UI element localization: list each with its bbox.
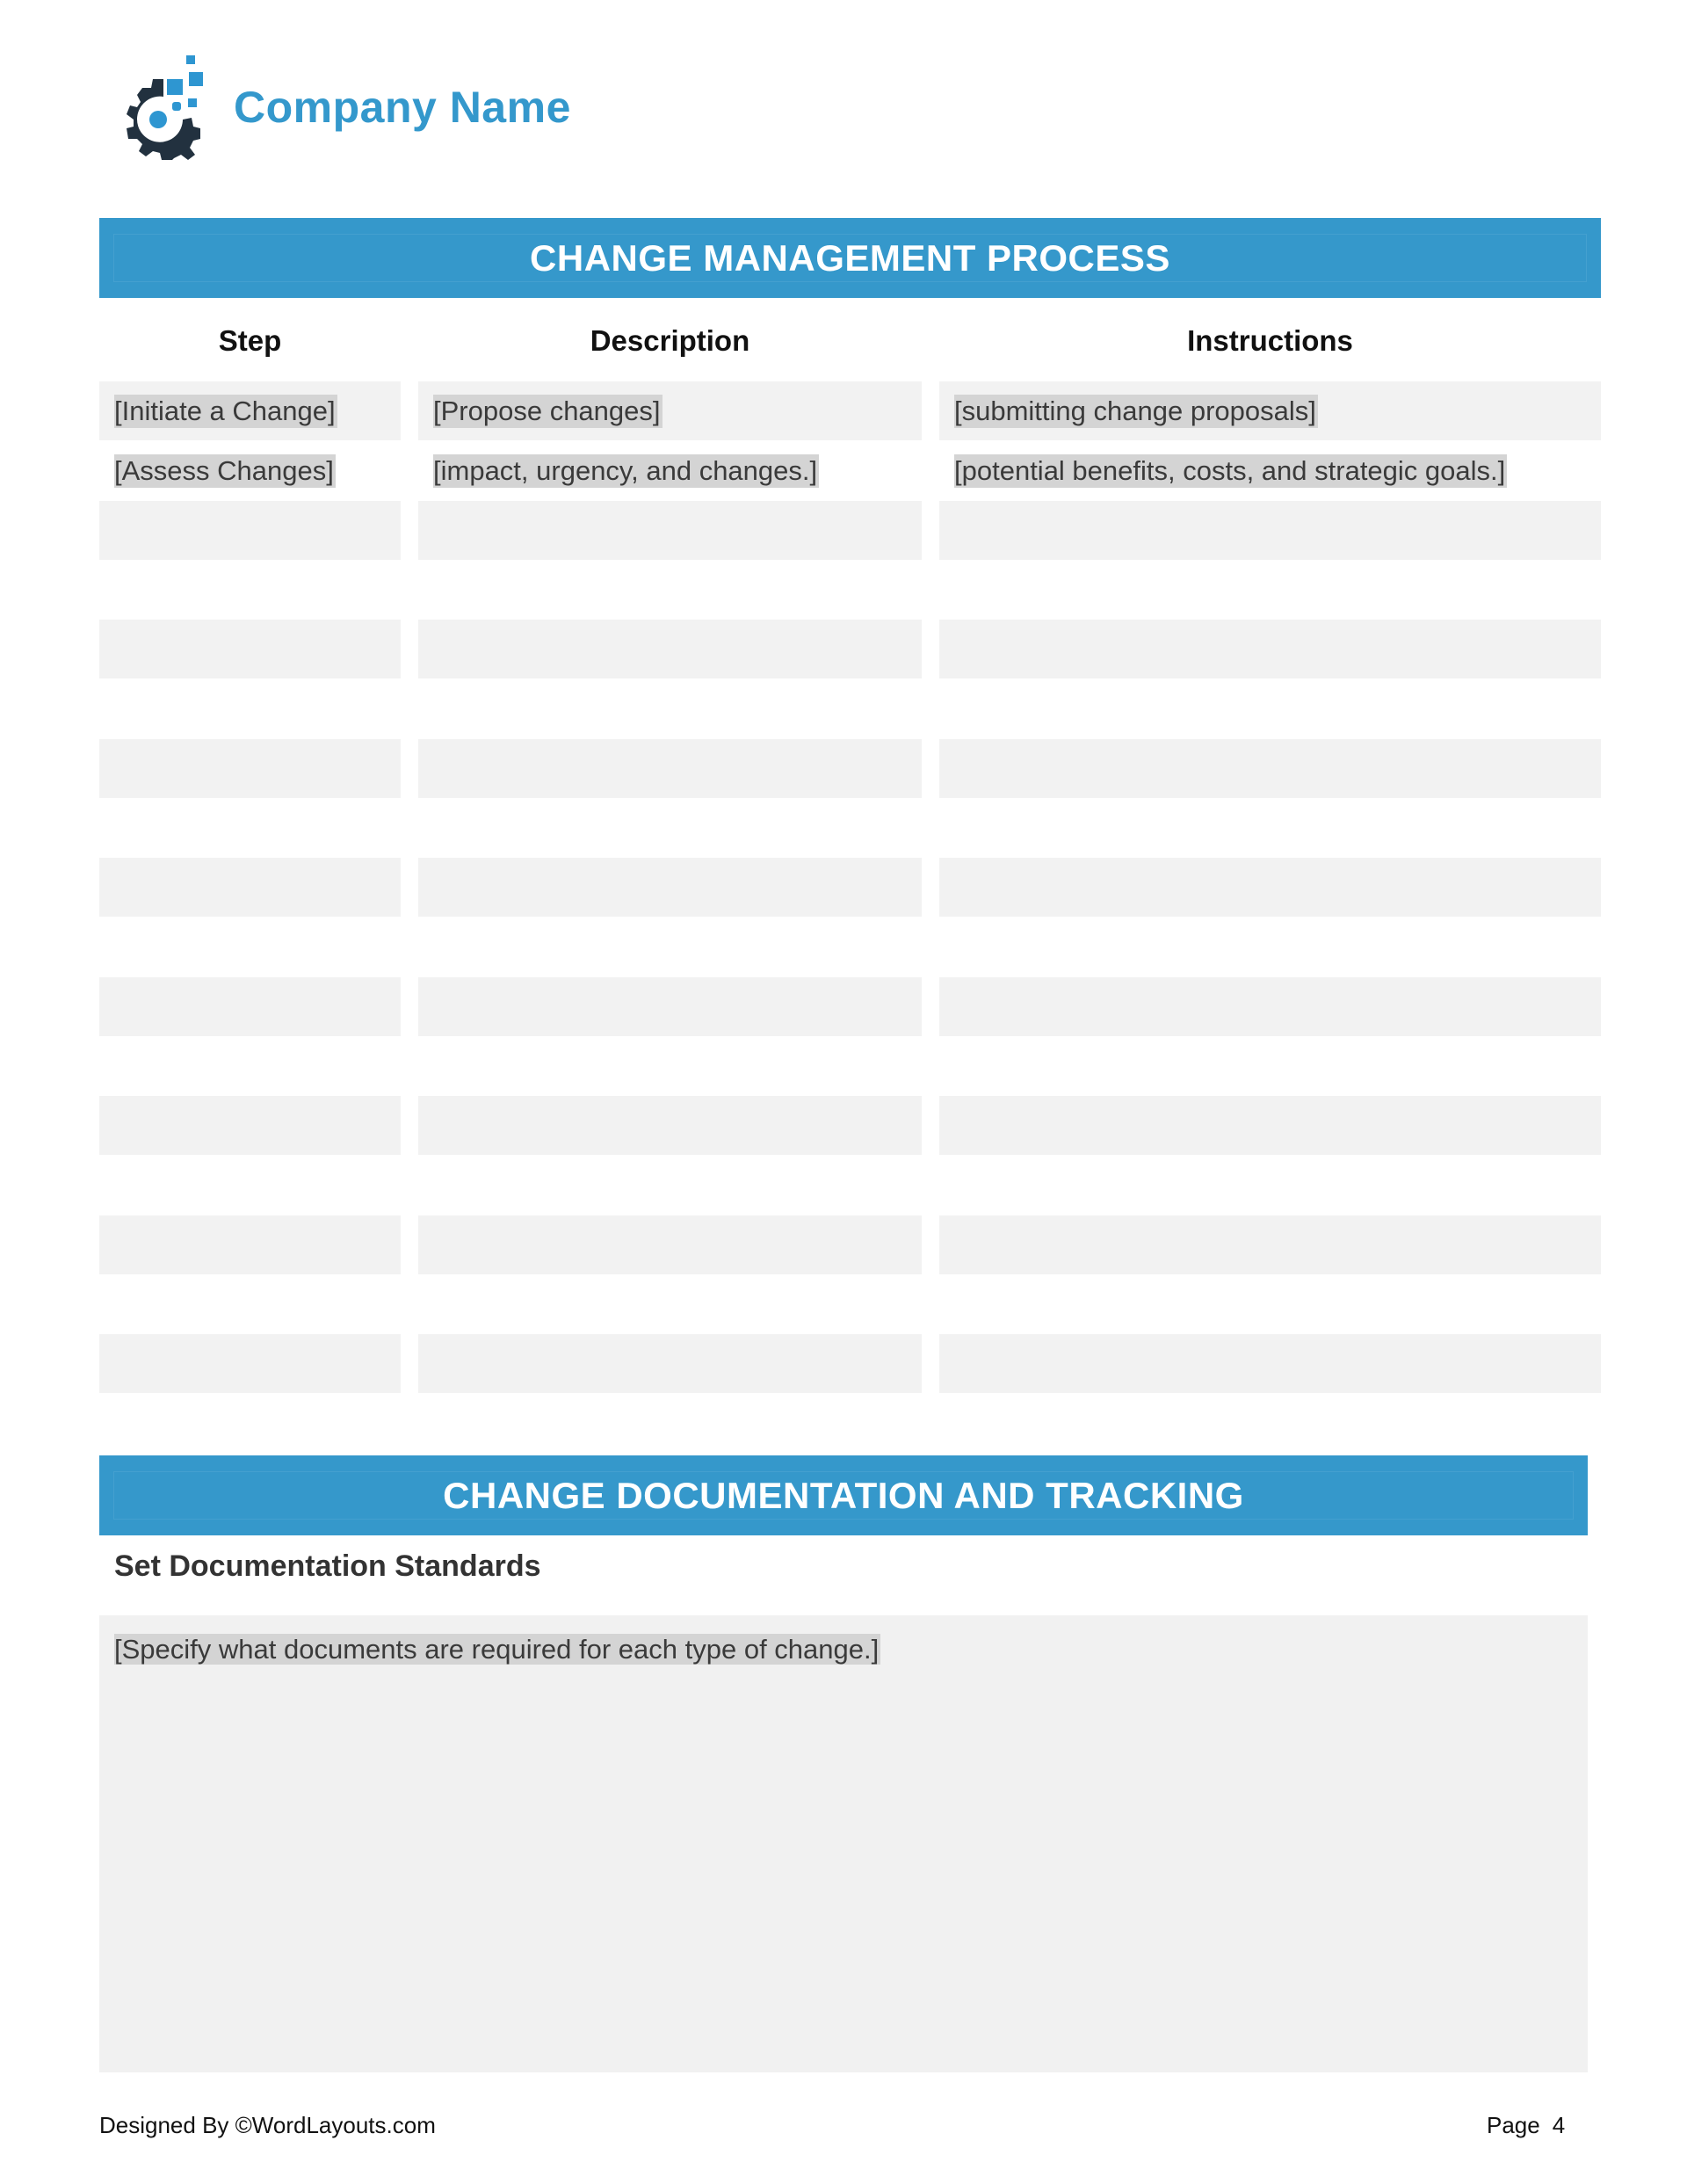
table-cell-step[interactable] xyxy=(99,1274,401,1333)
section-title: CHANGE DOCUMENTATION AND TRACKING xyxy=(443,1474,1244,1516)
section-banner-change-management-process xyxy=(99,218,1601,298)
table-cell-instructions[interactable] xyxy=(939,918,1601,976)
table-cell-instructions[interactable] xyxy=(939,560,1601,619)
table-cell-step[interactable] xyxy=(99,501,401,560)
table-cell-description[interactable] xyxy=(418,1215,922,1274)
table-cell-step[interactable] xyxy=(99,441,401,500)
table-cell-description[interactable] xyxy=(418,1156,922,1215)
column-header-step: Step xyxy=(218,324,282,357)
subheading-documentation-standards: Set Documentation Standards xyxy=(114,1549,541,1583)
table-cell-step[interactable] xyxy=(99,560,401,619)
table-cell-step[interactable] xyxy=(99,1156,401,1215)
table-cell-instructions[interactable] xyxy=(939,620,1601,678)
table-cell-description[interactable] xyxy=(418,918,922,976)
table-cell-description[interactable] xyxy=(418,441,922,500)
table-cell-step[interactable] xyxy=(99,858,401,917)
table-cell-step[interactable] xyxy=(99,1096,401,1155)
table-cell-step[interactable] xyxy=(99,739,401,798)
table-cell-description[interactable] xyxy=(418,620,922,678)
page-label: Page xyxy=(1487,2112,1540,2138)
table-cell-description[interactable] xyxy=(418,381,922,440)
table-cell-instructions[interactable] xyxy=(939,381,1601,440)
table-cell-instructions[interactable] xyxy=(939,1334,1601,1393)
table-cell-instructions[interactable] xyxy=(939,739,1601,798)
table-cell-step[interactable] xyxy=(99,1036,401,1095)
footer-credit: Designed By ©WordLayouts.com xyxy=(99,2112,436,2138)
table-cell-description[interactable] xyxy=(418,679,922,738)
table-cell-step[interactable] xyxy=(99,977,401,1036)
cell-placeholder-text: [potential benefits, costs, and strategic goals.] xyxy=(954,454,1506,486)
documentation-standards-field[interactable] xyxy=(99,1615,1588,2072)
table-cell-description[interactable] xyxy=(418,501,922,560)
section-banner-change-documentation-tracking xyxy=(99,1455,1588,1535)
table-cell-step[interactable] xyxy=(99,381,401,440)
table-cell-description[interactable] xyxy=(418,1036,922,1095)
documentation-placeholder-text: [Specify what documents are required for each type of change.] xyxy=(114,1634,880,1665)
cell-placeholder-text: [Initiate a Change] xyxy=(114,395,336,426)
table-cell-description[interactable] xyxy=(418,560,922,619)
table-cell-description[interactable] xyxy=(418,858,922,917)
table-cell-instructions[interactable] xyxy=(939,501,1601,560)
table-cell-instructions[interactable] xyxy=(939,798,1601,857)
page-number-value: 4 xyxy=(1552,2112,1566,2138)
table-cell-step[interactable] xyxy=(99,679,401,738)
company-name: Company Name xyxy=(234,83,571,132)
table-cell-instructions[interactable] xyxy=(939,1274,1601,1333)
table-cell-step[interactable] xyxy=(99,620,401,678)
table-cell-description[interactable] xyxy=(418,798,922,857)
table-cell-step[interactable] xyxy=(99,918,401,976)
table-cell-instructions[interactable] xyxy=(939,679,1601,738)
column-header-instructions: Instructions xyxy=(1187,324,1353,357)
table-cell-instructions[interactable] xyxy=(939,977,1601,1036)
cell-placeholder-text: [Propose changes] xyxy=(433,395,661,426)
table-cell-step[interactable] xyxy=(99,1334,401,1393)
column-header-description: Description xyxy=(590,324,750,357)
page-number xyxy=(1487,2109,1565,2141)
section-title: CHANGE MANAGEMENT PROCESS xyxy=(530,236,1170,279)
table-cell-instructions[interactable] xyxy=(939,1036,1601,1095)
cell-placeholder-text: [Assess Changes] xyxy=(114,454,334,486)
table-cell-description[interactable] xyxy=(418,1334,922,1393)
table-cell-description[interactable] xyxy=(418,1096,922,1155)
cell-placeholder-text: [impact, urgency, and changes.] xyxy=(433,454,818,486)
table-cell-instructions[interactable] xyxy=(939,441,1601,500)
table-cell-description[interactable] xyxy=(418,739,922,798)
gear-logo-icon xyxy=(107,53,213,160)
table-cell-instructions[interactable] xyxy=(939,858,1601,917)
cell-placeholder-text: [submitting change proposals] xyxy=(954,395,1316,426)
table-cell-description[interactable] xyxy=(418,977,922,1036)
table-cell-step[interactable] xyxy=(99,1215,401,1274)
table-cell-step[interactable] xyxy=(99,798,401,857)
table-cell-instructions[interactable] xyxy=(939,1156,1601,1215)
table-cell-instructions[interactable] xyxy=(939,1096,1601,1155)
table-cell-description[interactable] xyxy=(418,1274,922,1333)
table-cell-instructions[interactable] xyxy=(939,1215,1601,1274)
